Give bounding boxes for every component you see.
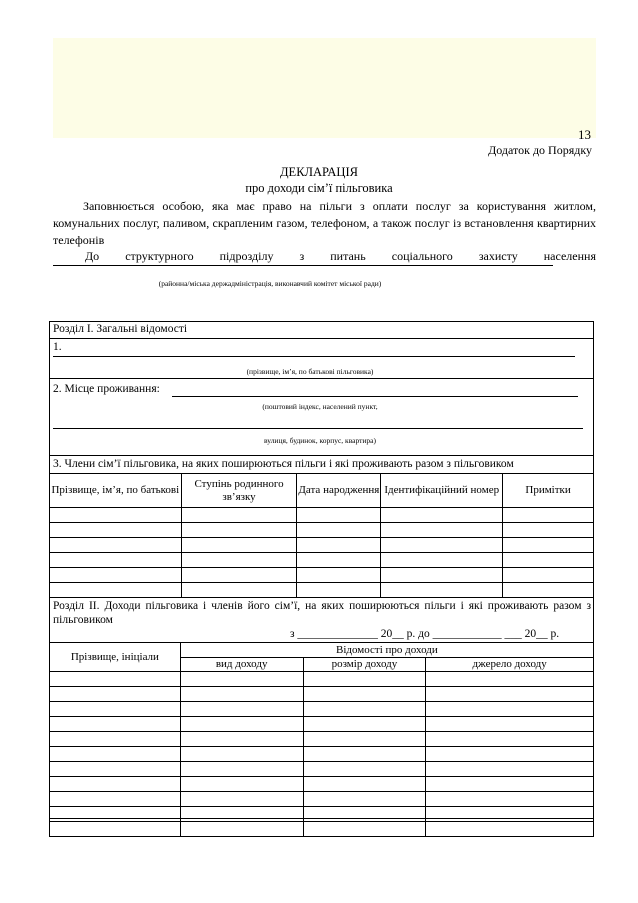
table-cell[interactable] bbox=[426, 792, 594, 807]
table-cell[interactable] bbox=[297, 538, 381, 553]
dept-word: питань bbox=[330, 249, 366, 263]
table-cell[interactable] bbox=[303, 792, 426, 807]
col-income-type: вид доходу bbox=[180, 658, 303, 672]
table-cell[interactable] bbox=[503, 553, 594, 568]
table-cell[interactable] bbox=[50, 777, 181, 792]
table-cell[interactable] bbox=[303, 762, 426, 777]
table-row bbox=[50, 807, 594, 822]
table-row bbox=[50, 553, 594, 568]
full-name-hint: (прізвище, ім’я, по батькові пільговика) bbox=[246, 367, 374, 376]
dept-word: з bbox=[299, 249, 305, 263]
table-cell[interactable] bbox=[297, 523, 381, 538]
department-field[interactable] bbox=[53, 265, 553, 266]
table-cell[interactable] bbox=[297, 553, 381, 568]
table-cell[interactable] bbox=[381, 583, 503, 598]
section-2-title: Розділ ІІ. Доходи пільговика і членів його сім’ї, на яких поширюються пільги і які проживають разом з пільговиком bbox=[53, 600, 591, 626]
table-cell[interactable] bbox=[426, 687, 594, 702]
table-cell[interactable] bbox=[297, 508, 381, 523]
col-name-initials: Прізвище, ініціали bbox=[50, 643, 181, 672]
dept-word: підрозділу bbox=[219, 249, 274, 263]
table-cell[interactable] bbox=[50, 732, 181, 747]
table-cell[interactable] bbox=[181, 568, 297, 583]
table-row bbox=[50, 777, 594, 792]
address-hint-1: (поштовий індекс, населений пункт, bbox=[262, 402, 378, 411]
table-cell[interactable] bbox=[181, 538, 297, 553]
dept-word: захисту bbox=[478, 249, 518, 263]
table-cell[interactable] bbox=[426, 717, 594, 732]
table-row bbox=[50, 523, 594, 538]
address-field-2[interactable] bbox=[53, 428, 583, 429]
table-cell[interactable] bbox=[50, 583, 182, 598]
table-cell[interactable] bbox=[50, 538, 182, 553]
table-cell[interactable] bbox=[180, 822, 303, 837]
divider bbox=[49, 378, 594, 379]
table-cell[interactable] bbox=[50, 792, 181, 807]
table-cell[interactable] bbox=[426, 777, 594, 792]
table-cell[interactable] bbox=[303, 807, 426, 822]
table-cell[interactable] bbox=[303, 732, 426, 747]
table-cell[interactable] bbox=[503, 523, 594, 538]
table-cell[interactable] bbox=[303, 777, 426, 792]
table-cell[interactable] bbox=[181, 523, 297, 538]
table-cell[interactable] bbox=[503, 508, 594, 523]
table-cell[interactable] bbox=[181, 583, 297, 598]
item-2-label: 2. Місце проживання: bbox=[53, 383, 160, 395]
table-cell[interactable] bbox=[426, 702, 594, 717]
table-cell[interactable] bbox=[381, 568, 503, 583]
table-cell[interactable] bbox=[180, 807, 303, 822]
table-cell[interactable] bbox=[297, 583, 381, 598]
table-cell[interactable] bbox=[303, 717, 426, 732]
address-hint-2: вулиця, будинок, корпус, квартира) bbox=[263, 436, 376, 445]
table-cell[interactable] bbox=[180, 792, 303, 807]
table-cell[interactable] bbox=[180, 702, 303, 717]
document-subtitle: про доходи сім’ї пільговика bbox=[245, 181, 393, 195]
table-cell[interactable] bbox=[180, 732, 303, 747]
section-1-title: Розділ І. Загальні відомості bbox=[53, 323, 188, 335]
dept-word: структурного bbox=[125, 249, 194, 263]
header-banner bbox=[53, 38, 596, 138]
page-number: 13 bbox=[578, 127, 591, 142]
table-row bbox=[50, 747, 594, 762]
table-cell[interactable] bbox=[381, 508, 503, 523]
table-cell[interactable] bbox=[297, 568, 381, 583]
table-cell[interactable] bbox=[303, 702, 426, 717]
table-cell[interactable] bbox=[180, 717, 303, 732]
table-row bbox=[50, 762, 594, 777]
address-field-1[interactable] bbox=[172, 396, 578, 397]
table-cell[interactable] bbox=[50, 672, 181, 687]
table-cell[interactable] bbox=[303, 672, 426, 687]
table-row bbox=[50, 717, 594, 732]
full-name-field[interactable] bbox=[53, 356, 575, 357]
document-title: ДЕКЛАРАЦІЯ bbox=[280, 165, 358, 179]
col-income-source: джерело доходу bbox=[426, 658, 594, 672]
table-cell[interactable] bbox=[181, 508, 297, 523]
intro-text: Заповнюється особою, яка має право на пільги з оплати послуг за користування житлом, комунальних послуг, паливом, скрапленим газом, телефоном, а також послуг із встановлення квартирних телефонів bbox=[53, 199, 596, 247]
table-row bbox=[50, 732, 594, 747]
table-row bbox=[50, 702, 594, 717]
col-full-name: Прізвище, ім’я, по батькові bbox=[50, 474, 182, 508]
table-cell[interactable] bbox=[381, 553, 503, 568]
divider bbox=[49, 338, 594, 339]
table-cell[interactable] bbox=[426, 672, 594, 687]
table-cell[interactable] bbox=[303, 822, 426, 837]
table-cell[interactable] bbox=[50, 523, 182, 538]
table-cell[interactable] bbox=[50, 508, 182, 523]
table-cell[interactable] bbox=[180, 762, 303, 777]
col-id-number: Ідентифікаційний номер bbox=[381, 474, 503, 508]
col-birth-date: Дата народження bbox=[297, 474, 381, 508]
table-cell[interactable] bbox=[426, 732, 594, 747]
table-cell[interactable] bbox=[426, 822, 594, 837]
col-relation: Ступінь родинного зв’язку bbox=[181, 474, 297, 508]
appendix-note: Додаток до Порядку bbox=[488, 143, 592, 157]
table-row bbox=[50, 792, 594, 807]
table-cell[interactable] bbox=[503, 583, 594, 598]
table-cell[interactable] bbox=[50, 822, 181, 837]
table-cell[interactable] bbox=[50, 687, 181, 702]
table-cell[interactable] bbox=[50, 807, 181, 822]
col-income-amount: розмір доходу bbox=[303, 658, 426, 672]
table-cell[interactable] bbox=[50, 553, 182, 568]
table-cell[interactable] bbox=[381, 538, 503, 553]
table-cell[interactable] bbox=[180, 777, 303, 792]
table-cell[interactable] bbox=[426, 747, 594, 762]
table-cell[interactable] bbox=[503, 538, 594, 553]
item-3-label: 3. Члени сім’ї пільговика, на яких поширюються пільги і які проживають разом з пільговиком bbox=[53, 458, 514, 470]
table-row bbox=[50, 672, 594, 687]
table-row bbox=[50, 568, 594, 583]
table-cell[interactable] bbox=[303, 687, 426, 702]
table-cell[interactable] bbox=[426, 762, 594, 777]
table-row bbox=[50, 822, 594, 837]
table-cell[interactable] bbox=[50, 762, 181, 777]
table-row bbox=[50, 538, 594, 553]
table-cell[interactable] bbox=[50, 702, 181, 717]
col-notes: Примітки bbox=[503, 474, 594, 508]
table-row bbox=[50, 583, 594, 598]
dept-word: соціального bbox=[391, 249, 453, 263]
table-cell[interactable] bbox=[50, 717, 181, 732]
table-cell[interactable] bbox=[381, 523, 503, 538]
item-1-label: 1. bbox=[53, 341, 62, 353]
table-header-row bbox=[50, 643, 594, 658]
income-table bbox=[49, 642, 594, 837]
divider bbox=[49, 455, 594, 456]
table-cell[interactable] bbox=[180, 687, 303, 702]
department-line bbox=[53, 249, 596, 264]
table-cell[interactable] bbox=[181, 553, 297, 568]
table-cell[interactable] bbox=[180, 672, 303, 687]
table-cell[interactable] bbox=[503, 568, 594, 583]
table-cell[interactable] bbox=[303, 747, 426, 762]
table-cell[interactable] bbox=[50, 747, 181, 762]
dept-word: До bbox=[85, 249, 100, 263]
dept-word: населення bbox=[543, 249, 596, 263]
department-hint: (районна/міська держадміністрація, виконавчий комітет міської ради) bbox=[158, 279, 382, 288]
table-header-row bbox=[50, 474, 594, 508]
table-row bbox=[50, 687, 594, 702]
table-cell[interactable] bbox=[180, 747, 303, 762]
table-cell[interactable] bbox=[50, 568, 182, 583]
family-members-table bbox=[49, 473, 594, 598]
income-period: з ______________ 20__ р. до ____________ ___ 20__ р. bbox=[290, 628, 560, 640]
table-cell[interactable] bbox=[426, 807, 594, 822]
col-income-group: Відомості про доходи bbox=[180, 643, 593, 658]
table-row bbox=[50, 508, 594, 523]
